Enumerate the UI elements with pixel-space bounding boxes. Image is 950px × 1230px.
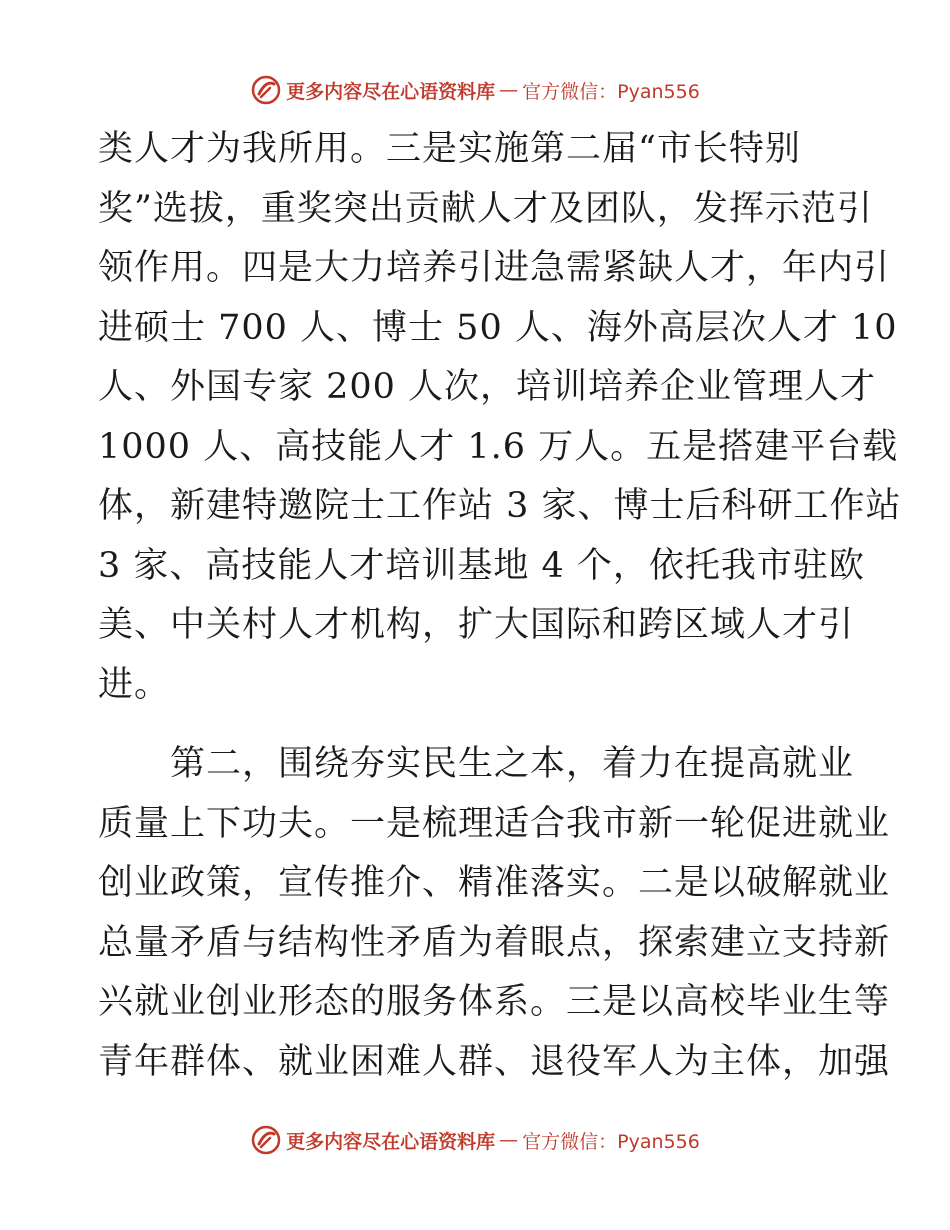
watermark-logo-icon <box>250 74 282 106</box>
watermark-wechat-text: 官方微信：Pyan556 <box>522 80 700 103</box>
watermark-site-text: 更多内容尽在心语资料库 <box>286 1130 496 1153</box>
text-line: 类人才为我所用。三是实施第二届“市长特别 <box>98 129 801 169</box>
paragraph-spacer <box>98 715 858 735</box>
watermark-wechat-text: 官方微信：Pyan556 <box>522 1130 700 1153</box>
text-line: 1000 人、高技能人才 1.6 万人。五是搭建平台载 <box>98 426 899 467</box>
watermark-dash: — <box>499 1129 519 1151</box>
text-line: 兴就业创业形态的服务体系。三是以高校毕业生等 <box>98 982 891 1022</box>
watermark-logo-icon <box>250 1124 282 1156</box>
text-line: 青年群体、就业困难人群、退役军人为主体，加强 <box>98 1041 891 1082</box>
text-line: 总量矛盾与结构性矛盾为着眼点，探索建立支持新 <box>98 922 891 963</box>
text-line: 进。 <box>98 664 171 705</box>
watermark-site-text: 更多内容尽在心语资料库 <box>286 80 496 103</box>
text-line: 进硕士 700 人、博士 50 人、海外高层次人才 10 <box>98 307 898 348</box>
text-line: 美、中关村人才机构，扩大国际和跨区域人才引 <box>98 605 855 645</box>
text-line: 创业政策，宣传推介、精准落实。二是以破解就业 <box>98 863 891 903</box>
watermark-dash: — <box>499 79 519 101</box>
document-body <box>98 120 902 1092</box>
text-line: 第二，围绕夯实民生之本，着力在提高就业 <box>98 744 855 784</box>
text-line: 领作用。四是大力培养引进急需紧缺人才，年内引 <box>98 248 891 288</box>
header-watermark <box>0 70 950 110</box>
paragraph-2 <box>98 735 891 1092</box>
text-line: 奖”选拔，重奖突出贡献人才及团队，发挥示范引 <box>98 188 873 229</box>
paragraph-1 <box>98 120 902 715</box>
text-line: 3 家、高技能人才培训基地 4 个，依托我市驻欧 <box>98 545 865 586</box>
text-line: 人、外国专家 200 人次，培训培养企业管理人才 <box>98 367 877 407</box>
text-line: 质量上下功夫。一是梳理适合我市新一轮促进就业 <box>98 803 891 844</box>
text-line: 体，新建特邀院士工作站 3 家、博士后科研工作站 <box>98 486 902 526</box>
footer-watermark <box>0 1120 950 1160</box>
